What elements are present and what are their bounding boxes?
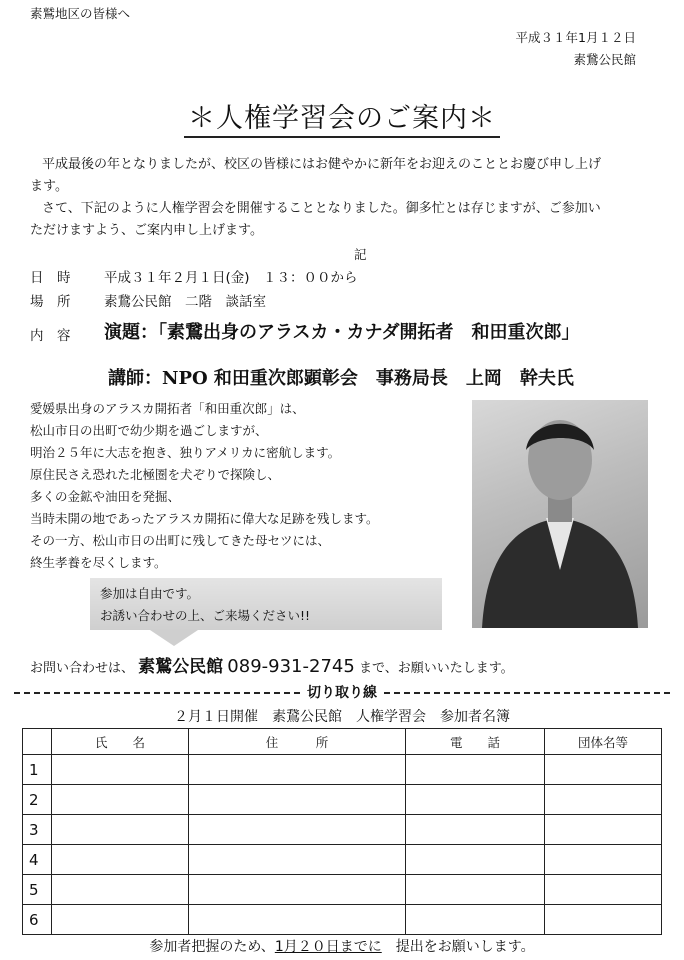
phone-cell[interactable]: [406, 815, 545, 845]
table-row: [23, 785, 662, 815]
group-cell[interactable]: [545, 875, 662, 905]
contact-prefix: お問い合わせは、: [30, 661, 135, 676]
intro-line-3: さて、下記のように人権学習会を開催することとなりました。御多忙とは存じますが、ご参加い: [42, 201, 601, 216]
ki-mark: 記: [354, 247, 367, 262]
header-cell: [23, 729, 52, 755]
row-number: 3: [23, 815, 52, 845]
address-cell[interactable]: [189, 875, 406, 905]
phone-cell[interactable]: [406, 755, 545, 785]
register-title: ２月１日開催 素鵞公民館 人権学習会 参加者名簿: [174, 709, 510, 725]
row-number: 1: [23, 755, 52, 785]
table-row: [23, 875, 662, 905]
group-cell[interactable]: [545, 785, 662, 815]
contact-suffix: まで、お願いいたします。: [358, 661, 514, 676]
contact-phone: 089-931-2745: [227, 656, 355, 677]
callout-pointer: [150, 630, 198, 646]
footer-post: 提出をお願いします。: [381, 939, 535, 955]
row-number: 4: [23, 845, 52, 875]
group-cell[interactable]: [545, 905, 662, 935]
content-label: 内 容: [30, 328, 71, 344]
place-label: 場 所: [30, 294, 71, 310]
phone-cell[interactable]: [406, 845, 545, 875]
row-number: 2: [23, 785, 52, 815]
intro-line-2: ます。: [30, 179, 68, 194]
header-cell-group: 団体名等: [545, 729, 662, 755]
phone-cell[interactable]: [406, 875, 545, 905]
phone-cell[interactable]: [406, 785, 545, 815]
contact-name: 素鷲公民館: [138, 657, 224, 677]
lecture-title: 演題：「素鵞出身のアラスカ・カナダ開拓者 和田重次郎」: [104, 322, 580, 343]
description-line: 多くの金鉱や油田を発掘、: [30, 489, 181, 504]
intro-line-1: 平成最後の年となりましたが、校区の皆様にはお健やかに新年をお迎えのこととお慶び申し上げ: [42, 157, 602, 172]
group-cell[interactable]: [545, 845, 662, 875]
header-cell-phone: 電 話: [406, 729, 545, 755]
header-cell-address: 住 所: [189, 729, 406, 755]
description-line: 終生孝養を尽くします。: [30, 555, 167, 570]
name-cell[interactable]: [52, 785, 189, 815]
issue-date: 平成３１年1月１２日: [515, 30, 636, 45]
name-cell[interactable]: [52, 875, 189, 905]
name-cell[interactable]: [52, 815, 189, 845]
address-cell[interactable]: [189, 845, 406, 875]
portrait-photo: [472, 400, 648, 628]
description-line: 原住民さえ恐れた北極圏を犬ぞりで探険し、: [30, 467, 281, 482]
issuer: 素鵞公民館: [573, 52, 636, 67]
address-cell[interactable]: [189, 905, 406, 935]
group-cell[interactable]: [545, 815, 662, 845]
header-cell-name: 氏 名: [52, 729, 189, 755]
address-cell[interactable]: [189, 755, 406, 785]
table-row: [23, 815, 662, 845]
address-cell[interactable]: [189, 815, 406, 845]
datetime-label: 日 時: [30, 270, 71, 286]
place-value: 素鵞公民館 二階 談話室: [104, 294, 266, 310]
description-line: 松山市日の出町で幼少期を過ごしますが、: [30, 423, 268, 438]
description-line: 愛媛県出身のアラスカ開拓者「和田重次郎」は、: [30, 401, 305, 416]
contact-line: [30, 652, 514, 677]
page-title: ＊人権学習会のご案内＊: [0, 96, 684, 135]
name-cell[interactable]: [52, 755, 189, 785]
datetime-value: 平成３１年２月１日(金) １３：００から: [104, 270, 358, 286]
intro-line-4: ただけますよう、ご案内申し上げます。: [30, 223, 263, 238]
phone-cell[interactable]: [406, 905, 545, 935]
description-line: 当時未開の地であったアラスカ開拓に偉大な足跡を残します。: [30, 511, 379, 526]
footer-note: [0, 936, 684, 956]
description-line: 明治２５年に大志を抱き、独りアメリカに密航します。: [30, 445, 341, 460]
group-cell[interactable]: [545, 755, 662, 785]
table-row: [23, 755, 662, 785]
description-line: その一方、松山市日の出町に残してきた母セツには、: [30, 533, 331, 548]
callout-line: お誘い合わせの上、ご来場ください!!: [100, 608, 311, 623]
row-number: 6: [23, 905, 52, 935]
table-row: [23, 905, 662, 935]
register-table: [22, 728, 662, 935]
address-cell[interactable]: [189, 785, 406, 815]
callout-line: 参加は自由です。: [100, 586, 200, 601]
lecturer: 講師：NPO 和田重次郎顕彰会 事務局長 上岡 幹夫氏: [108, 368, 574, 389]
table-header-row: [23, 729, 662, 755]
name-cell[interactable]: [52, 845, 189, 875]
portrait-silhouette-icon: [472, 400, 648, 628]
addressee: 素鷲地区の皆様へ: [30, 6, 131, 21]
footer-pre: 参加者把握のため、: [149, 939, 275, 955]
cut-line-label: 切り取り線: [0, 682, 684, 702]
name-cell[interactable]: [52, 905, 189, 935]
callout-box: [90, 578, 442, 630]
footer-deadline: 1月２０日までに: [274, 939, 382, 955]
row-number: 5: [23, 875, 52, 905]
table-row: [23, 845, 662, 875]
